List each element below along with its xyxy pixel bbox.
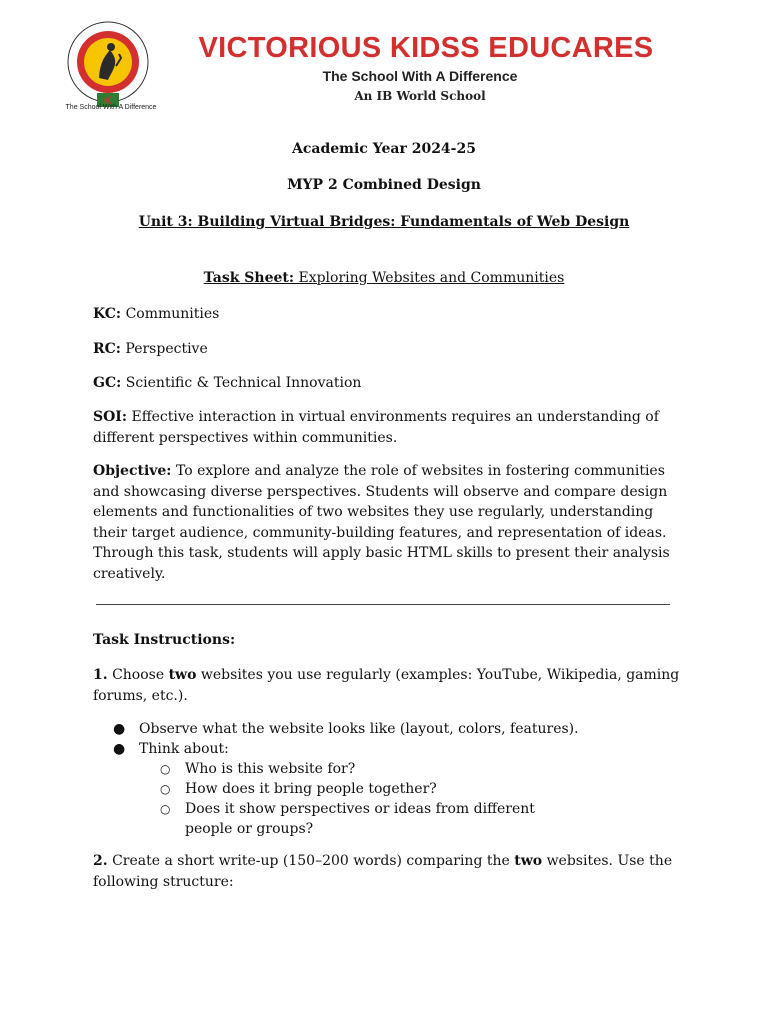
- hollow-bullet-icon: ○: [160, 802, 171, 816]
- step-2-pre: Create a short write-up (150–200 words) comparing the: [112, 853, 510, 869]
- objective-value: To explore and analyze the role of websites in fostering communities and showcasing diverse perspectives. Students will observe and compare design elements and functionalities of two websites they use regularly, understanding their target audience, community-building features, and representation of ideas. Through this task, students will apply basic HTML skills to present their analysis creatively.: [93, 463, 670, 582]
- sub-bullet-text: How does it bring people together?: [185, 781, 437, 797]
- unit-title: Unit 3: Building Virtual Bridges: Fundamentals of Web Design: [138, 214, 630, 230]
- ib-world-school: An IB World School: [354, 89, 486, 103]
- gc-label: GC:: [93, 375, 122, 391]
- step-1-pre: Choose: [112, 667, 165, 683]
- logo-caption: The School With A Difference: [65, 104, 157, 111]
- bullet-icon: ●: [113, 741, 126, 757]
- step-2: [93, 851, 683, 892]
- school-logo-emblem: [58, 20, 158, 112]
- soi-value: Effective interaction in virtual environments requires an understanding of different perspectives within communities.: [93, 409, 659, 446]
- rc-value: Perspective: [125, 341, 208, 357]
- step-1-post: websites you use regularly (examples: YouTube, Wikipedia, gaming forums, etc.).: [93, 667, 680, 704]
- course-title: MYP 2 Combined Design: [287, 177, 481, 193]
- step-2-post: websites. Use the following structure:: [93, 853, 673, 890]
- step-1-bold: two: [168, 667, 197, 683]
- task-sheet-line: [0, 270, 768, 286]
- soi-label: SOI:: [93, 409, 128, 425]
- sub-bullet-text: Who is this website for?: [185, 761, 356, 777]
- step-2-bold: two: [514, 853, 543, 869]
- bullet-text: Think about:: [139, 741, 229, 757]
- sub-bullet-text: Does it show perspectives or ideas from different people or groups?: [185, 801, 535, 837]
- sub-list-item: [113, 759, 673, 779]
- kc-label: KC:: [93, 306, 122, 322]
- gc-line: [93, 373, 683, 394]
- step-1: [93, 665, 683, 706]
- bullet-icon: ●: [113, 721, 126, 737]
- gc-value: Scientific & Technical Innovation: [125, 375, 362, 391]
- school-logo: [58, 20, 158, 112]
- hollow-bullet-icon: ○: [160, 762, 171, 776]
- step-1-number: 1.: [93, 667, 108, 683]
- task-sheet-title: Exploring Websites and Communities: [298, 270, 565, 286]
- kc-value: Communities: [125, 306, 220, 322]
- section-divider: [96, 604, 670, 605]
- step-1-bullets: [113, 719, 673, 839]
- list-item: [113, 739, 673, 759]
- rc-line: [93, 339, 683, 360]
- bullet-text: Observe what the website looks like (layout, colors, features).: [139, 721, 579, 737]
- rc-label: RC:: [93, 341, 121, 357]
- hollow-bullet-icon: ○: [160, 782, 171, 796]
- instructions-heading: Task Instructions:: [93, 632, 236, 648]
- sub-list-item: [113, 799, 673, 839]
- list-item: [113, 719, 673, 739]
- step-2-number: 2.: [93, 853, 108, 869]
- task-sheet-label: Task Sheet:: [203, 270, 295, 286]
- soi-paragraph: [93, 407, 683, 448]
- objective-paragraph: [93, 461, 683, 584]
- sub-list-item: [113, 779, 673, 799]
- school-name: VICTORIOUS KIDSS EDUCARES: [198, 32, 654, 64]
- kc-line: [93, 304, 683, 325]
- svg-text:K: K: [104, 95, 112, 107]
- objective-label: Objective:: [93, 463, 172, 479]
- academic-year: Academic Year 2024-25: [292, 141, 476, 157]
- school-header: [0, 0, 768, 120]
- school-tagline: The School With A Difference: [322, 68, 518, 84]
